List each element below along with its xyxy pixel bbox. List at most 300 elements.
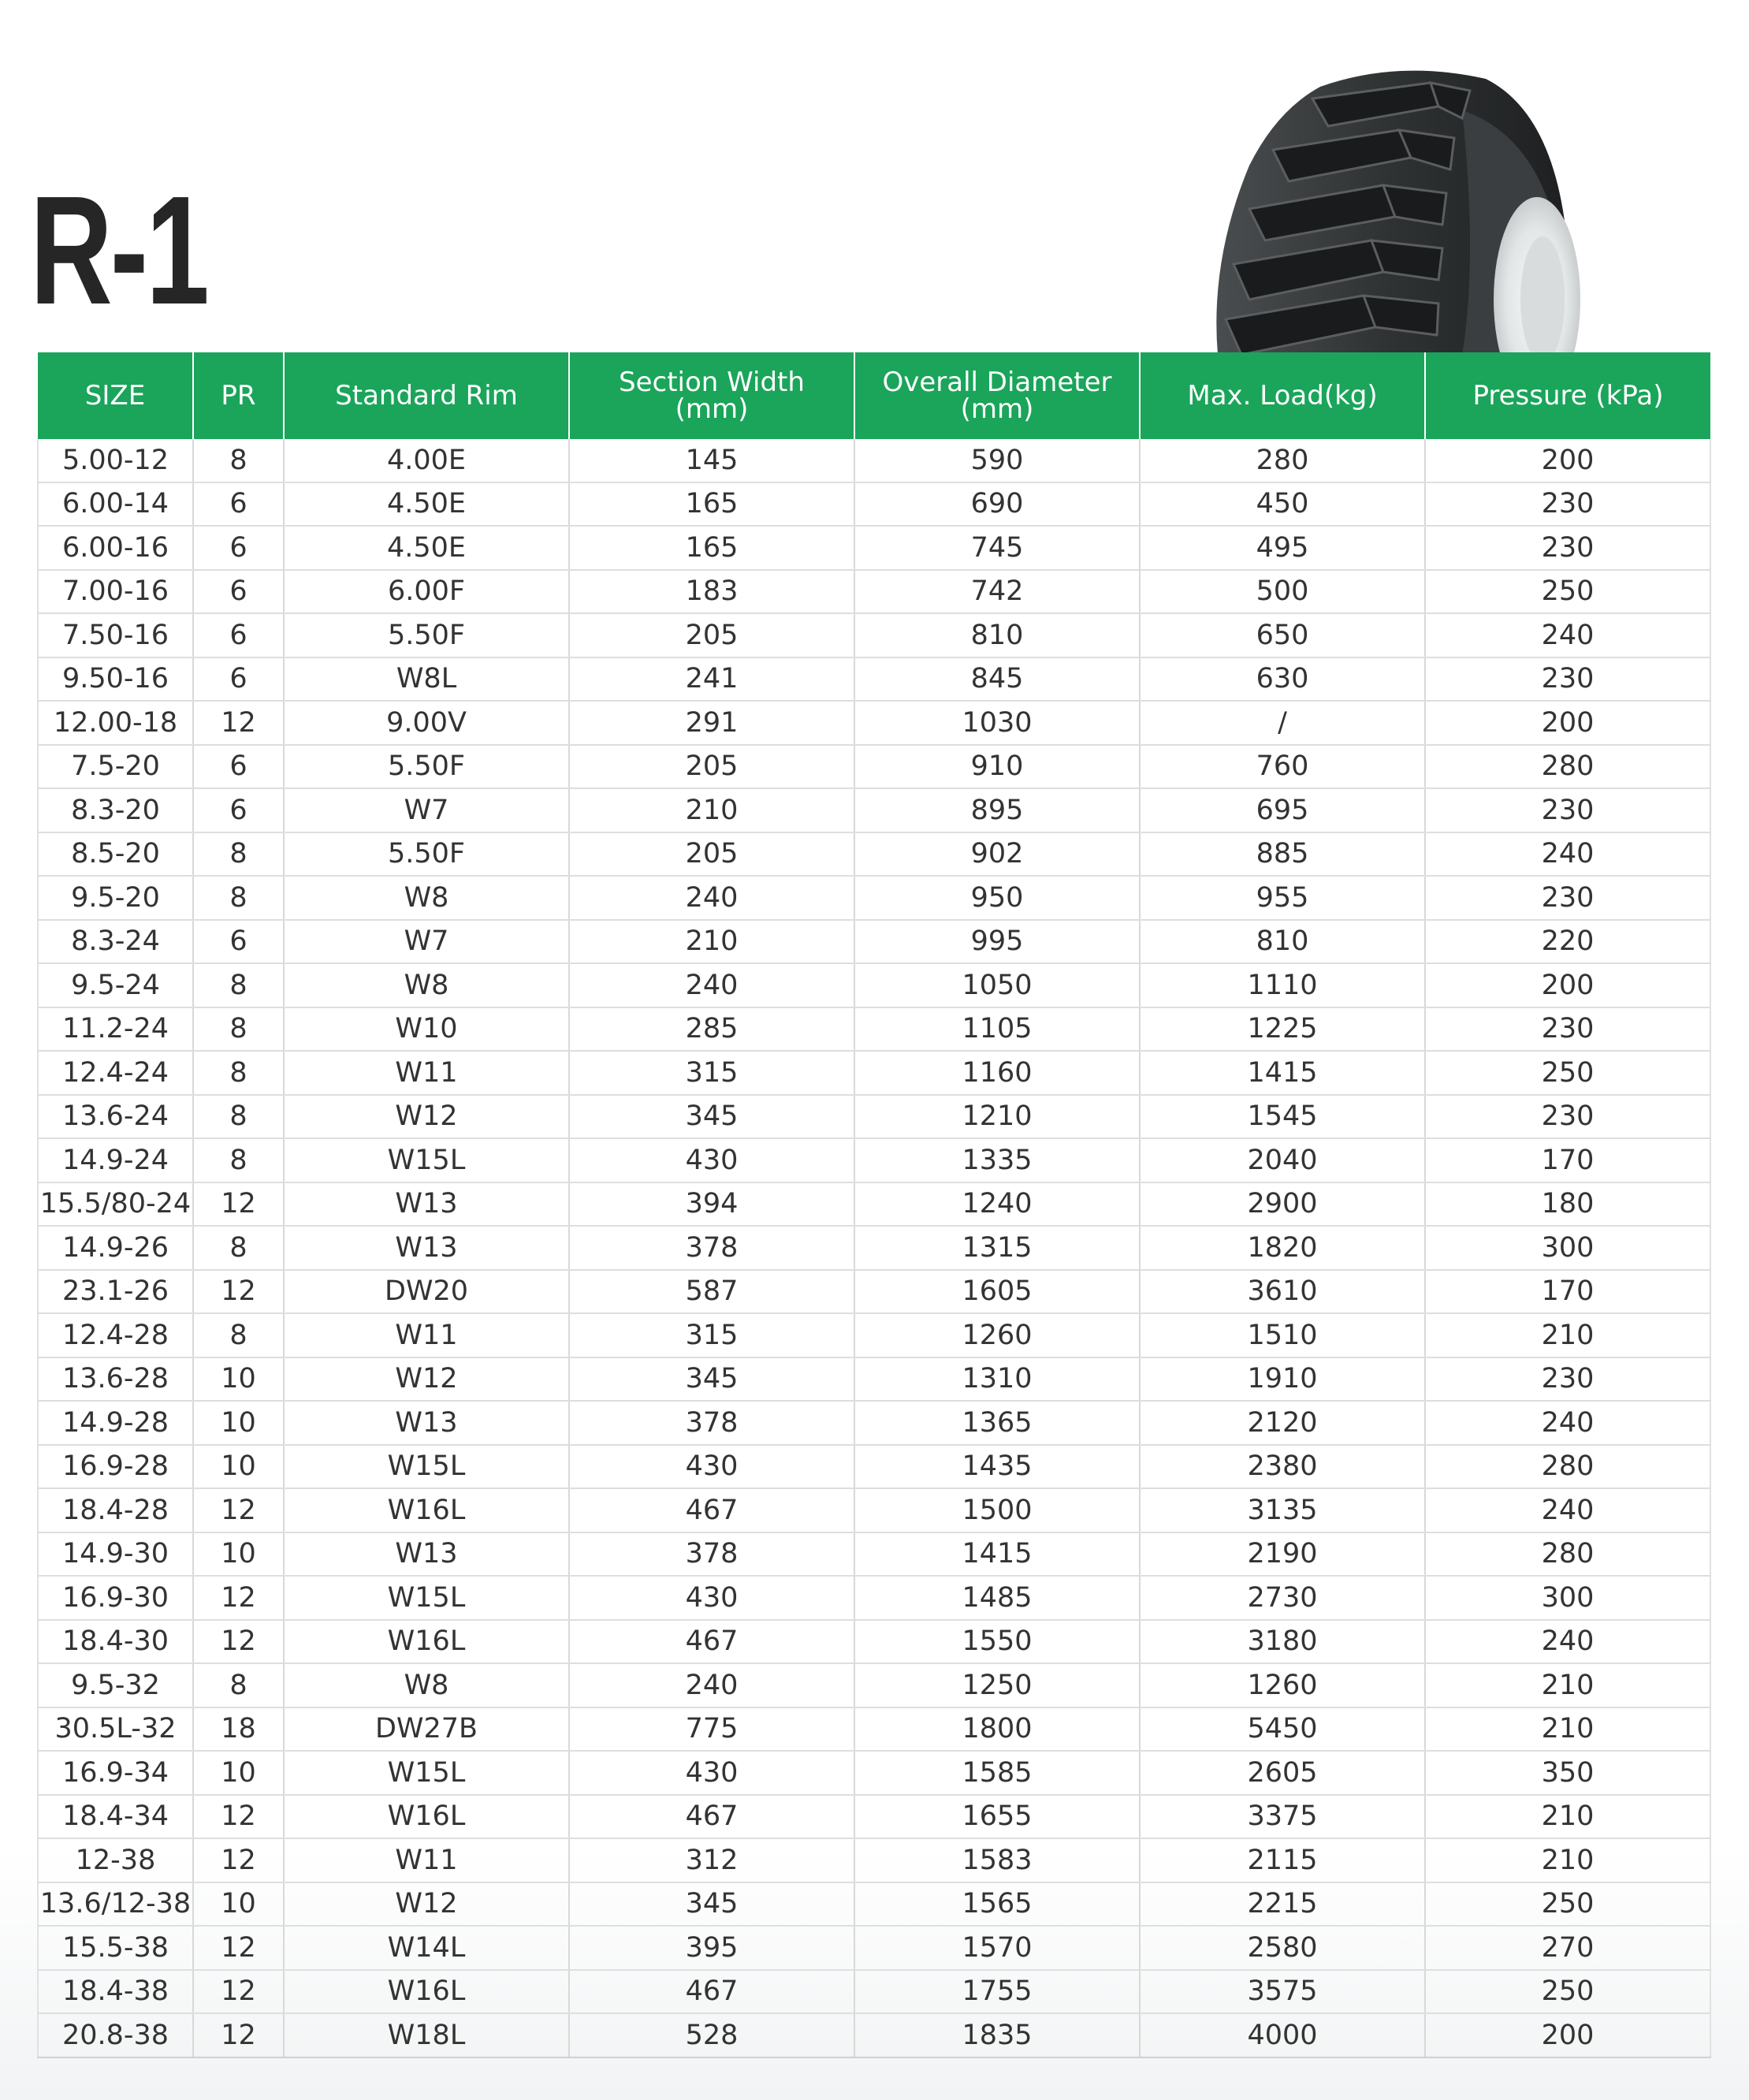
cell-max-load: 695: [1140, 788, 1425, 832]
cell-max-load: 2900: [1140, 1182, 1425, 1227]
cell-size: 18.4-34: [38, 1795, 193, 1839]
cell-pr: 8: [193, 1226, 284, 1270]
cell-pr: 8: [193, 832, 284, 877]
cell-max-load: 1510: [1140, 1313, 1425, 1357]
cell-overall-diameter: 1240: [854, 1182, 1140, 1227]
cell-standard-rim: W8: [284, 876, 569, 920]
cell-size: 13.6/12-38: [38, 1882, 193, 1927]
cell-size: 23.1-26: [38, 1270, 193, 1314]
cell-pressure: 280: [1425, 1445, 1710, 1489]
cell-size: 8.3-20: [38, 788, 193, 832]
cell-pressure: 280: [1425, 1532, 1710, 1577]
cell-size: 12-38: [38, 1838, 193, 1882]
cell-pr: 8: [193, 963, 284, 1007]
cell-max-load: 2190: [1140, 1532, 1425, 1577]
table-row: [38, 1051, 1710, 1095]
cell-overall-diameter: 742: [854, 570, 1140, 614]
cell-standard-rim: W13: [284, 1226, 569, 1270]
cell-max-load: 2115: [1140, 1838, 1425, 1882]
cell-max-load: 1225: [1140, 1007, 1425, 1052]
cell-pr: 12: [193, 1970, 284, 2014]
cell-pressure: 240: [1425, 1620, 1710, 1664]
table-row: [38, 482, 1710, 527]
cell-overall-diameter: 1415: [854, 1532, 1140, 1577]
cell-size: 9.5-32: [38, 1663, 193, 1707]
cell-overall-diameter: 1655: [854, 1795, 1140, 1839]
cell-pressure: 210: [1425, 1838, 1710, 1882]
table-row: [38, 1707, 1710, 1752]
cell-section-width: 775: [569, 1707, 854, 1752]
table-row: [38, 1620, 1710, 1664]
cell-section-width: 205: [569, 613, 854, 657]
cell-size: 7.00-16: [38, 570, 193, 614]
cell-max-load: /: [1140, 701, 1425, 745]
cell-pressure: 200: [1425, 963, 1710, 1007]
cell-max-load: 3610: [1140, 1270, 1425, 1314]
cell-size: 13.6-24: [38, 1095, 193, 1139]
tire-spec-table: [37, 352, 1711, 2058]
table-row: [38, 1882, 1710, 1927]
table-row: [38, 439, 1710, 482]
cell-max-load: 1110: [1140, 963, 1425, 1007]
table-row: [38, 1445, 1710, 1489]
cell-standard-rim: W13: [284, 1401, 569, 1445]
cell-pressure: 200: [1425, 439, 1710, 482]
table-row: [38, 1838, 1710, 1882]
cell-overall-diameter: 1485: [854, 1576, 1140, 1620]
cell-max-load: 500: [1140, 570, 1425, 614]
table-row: [38, 832, 1710, 877]
cell-section-width: 467: [569, 1488, 854, 1532]
cell-standard-rim: W16L: [284, 1488, 569, 1532]
cell-overall-diameter: 1570: [854, 1926, 1140, 1970]
cell-standard-rim: W11: [284, 1838, 569, 1882]
table-row: [38, 701, 1710, 745]
cell-max-load: 2730: [1140, 1576, 1425, 1620]
cell-size: 15.5/80-24: [38, 1182, 193, 1227]
cell-size: 5.00-12: [38, 439, 193, 482]
header-overall-diameter: Overall Diameter (mm): [854, 352, 1140, 439]
cell-overall-diameter: 1050: [854, 963, 1140, 1007]
cell-section-width: 291: [569, 701, 854, 745]
cell-overall-diameter: 1435: [854, 1445, 1140, 1489]
cell-pressure: 220: [1425, 920, 1710, 964]
cell-overall-diameter: 845: [854, 657, 1140, 702]
cell-standard-rim: W8: [284, 1663, 569, 1707]
cell-section-width: 395: [569, 1926, 854, 1970]
cell-pressure: 200: [1425, 2013, 1710, 2057]
cell-pressure: 230: [1425, 1007, 1710, 1052]
header-section-width: Section Width (mm): [569, 352, 854, 439]
cell-pressure: 240: [1425, 1401, 1710, 1445]
cell-size: 16.9-34: [38, 1751, 193, 1795]
cell-overall-diameter: 1755: [854, 1970, 1140, 2014]
cell-section-width: 467: [569, 1970, 854, 2014]
table-row: [38, 570, 1710, 614]
cell-size: 7.5-20: [38, 745, 193, 789]
cell-section-width: 587: [569, 1270, 854, 1314]
cell-pr: 8: [193, 876, 284, 920]
cell-section-width: 165: [569, 526, 854, 570]
cell-size: 14.9-26: [38, 1226, 193, 1270]
cell-standard-rim: W13: [284, 1182, 569, 1227]
table-row: [38, 1313, 1710, 1357]
cell-overall-diameter: 1500: [854, 1488, 1140, 1532]
cell-overall-diameter: 910: [854, 745, 1140, 789]
table-row: [38, 1226, 1710, 1270]
cell-size: 18.4-38: [38, 1970, 193, 2014]
cell-section-width: 528: [569, 2013, 854, 2057]
cell-overall-diameter: 590: [854, 439, 1140, 482]
cell-size: 20.8-38: [38, 2013, 193, 2057]
cell-pr: 10: [193, 1532, 284, 1577]
cell-pr: 6: [193, 657, 284, 702]
header-max-load: Max. Load(kg): [1140, 352, 1425, 439]
cell-size: 15.5-38: [38, 1926, 193, 1970]
cell-pressure: 180: [1425, 1182, 1710, 1227]
cell-size: 13.6-28: [38, 1357, 193, 1402]
cell-size: 8.5-20: [38, 832, 193, 877]
cell-size: 14.9-28: [38, 1401, 193, 1445]
cell-overall-diameter: 950: [854, 876, 1140, 920]
cell-standard-rim: W15L: [284, 1445, 569, 1489]
cell-max-load: 2215: [1140, 1882, 1425, 1927]
cell-section-width: 378: [569, 1401, 854, 1445]
cell-pr: 6: [193, 613, 284, 657]
cell-pr: 8: [193, 1138, 284, 1182]
cell-overall-diameter: 690: [854, 482, 1140, 527]
table-row: [38, 1576, 1710, 1620]
cell-pressure: 350: [1425, 1751, 1710, 1795]
cell-section-width: 285: [569, 1007, 854, 1052]
cell-standard-rim: W15L: [284, 1576, 569, 1620]
cell-pressure: 210: [1425, 1313, 1710, 1357]
cell-standard-rim: 4.00E: [284, 439, 569, 482]
cell-standard-rim: W12: [284, 1095, 569, 1139]
cell-max-load: 5450: [1140, 1707, 1425, 1752]
cell-pr: 6: [193, 570, 284, 614]
cell-max-load: 885: [1140, 832, 1425, 877]
cell-max-load: 760: [1140, 745, 1425, 789]
cell-pressure: 280: [1425, 745, 1710, 789]
cell-size: 14.9-30: [38, 1532, 193, 1577]
cell-size: 18.4-30: [38, 1620, 193, 1664]
cell-overall-diameter: 902: [854, 832, 1140, 877]
cell-max-load: 1415: [1140, 1051, 1425, 1095]
cell-standard-rim: W12: [284, 1357, 569, 1402]
cell-section-width: 430: [569, 1138, 854, 1182]
cell-section-width: 467: [569, 1795, 854, 1839]
cell-standard-rim: W11: [284, 1313, 569, 1357]
cell-standard-rim: W7: [284, 920, 569, 964]
table-row: [38, 1401, 1710, 1445]
cell-pr: 12: [193, 1926, 284, 1970]
cell-max-load: 630: [1140, 657, 1425, 702]
cell-overall-diameter: 810: [854, 613, 1140, 657]
cell-max-load: 810: [1140, 920, 1425, 964]
cell-max-load: 650: [1140, 613, 1425, 657]
cell-size: 30.5L-32: [38, 1707, 193, 1752]
cell-overall-diameter: 1835: [854, 2013, 1140, 2057]
cell-standard-rim: W16L: [284, 1795, 569, 1839]
table-row: [38, 526, 1710, 570]
cell-pr: 6: [193, 526, 284, 570]
cell-max-load: 1545: [1140, 1095, 1425, 1139]
cell-pressure: 200: [1425, 701, 1710, 745]
cell-pressure: 250: [1425, 1970, 1710, 2014]
cell-pr: 10: [193, 1357, 284, 1402]
table-row: [38, 1970, 1710, 2014]
cell-size: 14.9-24: [38, 1138, 193, 1182]
cell-section-width: 378: [569, 1532, 854, 1577]
table-row: [38, 1926, 1710, 1970]
cell-standard-rim: 9.00V: [284, 701, 569, 745]
cell-section-width: 315: [569, 1313, 854, 1357]
cell-overall-diameter: 995: [854, 920, 1140, 964]
cell-overall-diameter: 1310: [854, 1357, 1140, 1402]
cell-pr: 12: [193, 1795, 284, 1839]
cell-pr: 12: [193, 1182, 284, 1227]
cell-pr: 6: [193, 920, 284, 964]
cell-section-width: 240: [569, 876, 854, 920]
cell-max-load: 1820: [1140, 1226, 1425, 1270]
cell-size: 12.4-28: [38, 1313, 193, 1357]
cell-size: 16.9-28: [38, 1445, 193, 1489]
cell-max-load: 1910: [1140, 1357, 1425, 1402]
cell-standard-rim: W7: [284, 788, 569, 832]
table-row: [38, 1795, 1710, 1839]
cell-pressure: 210: [1425, 1795, 1710, 1839]
table-row: [38, 1095, 1710, 1139]
cell-size: 6.00-14: [38, 482, 193, 527]
cell-pr: 12: [193, 1488, 284, 1532]
cell-pr: 8: [193, 1007, 284, 1052]
cell-standard-rim: W8: [284, 963, 569, 1007]
cell-max-load: 450: [1140, 482, 1425, 527]
cell-max-load: 4000: [1140, 2013, 1425, 2057]
table-row: [38, 745, 1710, 789]
table-row: [38, 1488, 1710, 1532]
cell-pr: 8: [193, 1313, 284, 1357]
table-header-row: [38, 352, 1710, 439]
cell-section-width: 345: [569, 1095, 854, 1139]
cell-standard-rim: W16L: [284, 1620, 569, 1664]
cell-overall-diameter: 895: [854, 788, 1140, 832]
cell-section-width: 345: [569, 1357, 854, 1402]
cell-section-width: 430: [569, 1576, 854, 1620]
cell-section-width: 205: [569, 832, 854, 877]
cell-overall-diameter: 1260: [854, 1313, 1140, 1357]
cell-section-width: 312: [569, 1838, 854, 1882]
cell-pressure: 230: [1425, 657, 1710, 702]
cell-section-width: 210: [569, 788, 854, 832]
cell-section-width: 378: [569, 1226, 854, 1270]
cell-max-load: 3375: [1140, 1795, 1425, 1839]
cell-pr: 8: [193, 439, 284, 482]
cell-pressure: 240: [1425, 613, 1710, 657]
cell-pr: 10: [193, 1882, 284, 1927]
cell-overall-diameter: 1800: [854, 1707, 1140, 1752]
cell-standard-rim: 5.50F: [284, 832, 569, 877]
cell-overall-diameter: 1160: [854, 1051, 1140, 1095]
cell-pressure: 230: [1425, 876, 1710, 920]
table-row: [38, 657, 1710, 702]
cell-standard-rim: DW27B: [284, 1707, 569, 1752]
cell-pressure: 170: [1425, 1270, 1710, 1314]
cell-standard-rim: W12: [284, 1882, 569, 1927]
cell-pressure: 240: [1425, 1488, 1710, 1532]
cell-max-load: 495: [1140, 526, 1425, 570]
cell-pressure: 270: [1425, 1926, 1710, 1970]
cell-section-width: 394: [569, 1182, 854, 1227]
cell-max-load: 3180: [1140, 1620, 1425, 1664]
cell-section-width: 430: [569, 1751, 854, 1795]
table-row: [38, 1007, 1710, 1052]
cell-overall-diameter: 1365: [854, 1401, 1140, 1445]
cell-max-load: 955: [1140, 876, 1425, 920]
cell-standard-rim: W18L: [284, 2013, 569, 2057]
cell-overall-diameter: 1565: [854, 1882, 1140, 1927]
cell-standard-rim: W14L: [284, 1926, 569, 1970]
cell-standard-rim: W8L: [284, 657, 569, 702]
cell-max-load: 3135: [1140, 1488, 1425, 1532]
cell-section-width: 183: [569, 570, 854, 614]
cell-standard-rim: 4.50E: [284, 482, 569, 527]
cell-pressure: 230: [1425, 1357, 1710, 1402]
cell-overall-diameter: 1585: [854, 1751, 1140, 1795]
cell-pressure: 230: [1425, 1095, 1710, 1139]
cell-standard-rim: W10: [284, 1007, 569, 1052]
cell-pr: 12: [193, 701, 284, 745]
cell-pr: 12: [193, 1576, 284, 1620]
cell-pr: 12: [193, 2013, 284, 2057]
cell-overall-diameter: 1315: [854, 1226, 1140, 1270]
cell-overall-diameter: 1550: [854, 1620, 1140, 1664]
table-row: [38, 613, 1710, 657]
cell-pressure: 250: [1425, 1882, 1710, 1927]
cell-pressure: 170: [1425, 1138, 1710, 1182]
cell-pressure: 300: [1425, 1226, 1710, 1270]
cell-max-load: 1260: [1140, 1663, 1425, 1707]
table-row: [38, 876, 1710, 920]
table-row: [38, 1138, 1710, 1182]
cell-max-load: 2580: [1140, 1926, 1425, 1970]
cell-overall-diameter: 1335: [854, 1138, 1140, 1182]
table-row: [38, 1357, 1710, 1402]
cell-pressure: 230: [1425, 788, 1710, 832]
header-pr: PR: [193, 352, 284, 439]
cell-max-load: 2040: [1140, 1138, 1425, 1182]
cell-section-width: 315: [569, 1051, 854, 1095]
cell-section-width: 145: [569, 439, 854, 482]
cell-overall-diameter: 1605: [854, 1270, 1140, 1314]
cell-pr: 12: [193, 1620, 284, 1664]
cell-section-width: 205: [569, 745, 854, 789]
cell-standard-rim: 6.00F: [284, 570, 569, 614]
cell-standard-rim: W15L: [284, 1138, 569, 1182]
cell-section-width: 345: [569, 1882, 854, 1927]
cell-pr: 10: [193, 1751, 284, 1795]
cell-section-width: 165: [569, 482, 854, 527]
tractor-tire-icon: [1202, 63, 1580, 355]
cell-size: 8.3-24: [38, 920, 193, 964]
cell-size: 9.5-20: [38, 876, 193, 920]
cell-pr: 6: [193, 482, 284, 527]
cell-max-load: 3575: [1140, 1970, 1425, 2014]
cell-size: 9.5-24: [38, 963, 193, 1007]
header-pressure: Pressure (kPa): [1425, 352, 1710, 439]
cell-overall-diameter: 1105: [854, 1007, 1140, 1052]
cell-pr: 12: [193, 1270, 284, 1314]
product-title: R-1: [30, 164, 207, 337]
table-row: [38, 2013, 1710, 2057]
table-row: [38, 1751, 1710, 1795]
cell-standard-rim: W15L: [284, 1751, 569, 1795]
cell-overall-diameter: 1030: [854, 701, 1140, 745]
cell-pr: 8: [193, 1051, 284, 1095]
cell-pressure: 210: [1425, 1663, 1710, 1707]
cell-pr: 6: [193, 745, 284, 789]
cell-max-load: 2120: [1140, 1401, 1425, 1445]
cell-section-width: 240: [569, 1663, 854, 1707]
cell-standard-rim: DW20: [284, 1270, 569, 1314]
cell-pressure: 300: [1425, 1576, 1710, 1620]
header-standard-rim: Standard Rim: [284, 352, 569, 439]
cell-size: 16.9-30: [38, 1576, 193, 1620]
tire-spec-table-wrap: [37, 352, 1710, 2058]
cell-section-width: 210: [569, 920, 854, 964]
cell-max-load: 280: [1140, 439, 1425, 482]
cell-standard-rim: 5.50F: [284, 613, 569, 657]
cell-pr: 12: [193, 1838, 284, 1882]
cell-overall-diameter: 1250: [854, 1663, 1140, 1707]
cell-pr: 6: [193, 788, 284, 832]
cell-pr: 10: [193, 1401, 284, 1445]
cell-size: 18.4-28: [38, 1488, 193, 1532]
cell-size: 12.00-18: [38, 701, 193, 745]
cell-size: 6.00-16: [38, 526, 193, 570]
cell-max-load: 2605: [1140, 1751, 1425, 1795]
table-row: [38, 963, 1710, 1007]
table-row: [38, 1270, 1710, 1314]
cell-pr: 8: [193, 1663, 284, 1707]
cell-section-width: 430: [569, 1445, 854, 1489]
cell-overall-diameter: 1210: [854, 1095, 1140, 1139]
cell-size: 12.4-24: [38, 1051, 193, 1095]
cell-size: 11.2-24: [38, 1007, 193, 1052]
cell-pressure: 240: [1425, 832, 1710, 877]
cell-pressure: 250: [1425, 1051, 1710, 1095]
cell-section-width: 467: [569, 1620, 854, 1664]
table-row: [38, 920, 1710, 964]
table-row: [38, 1532, 1710, 1577]
table-row: [38, 788, 1710, 832]
cell-standard-rim: 5.50F: [284, 745, 569, 789]
cell-standard-rim: W16L: [284, 1970, 569, 2014]
cell-pr: 18: [193, 1707, 284, 1752]
cell-pr: 8: [193, 1095, 284, 1139]
cell-overall-diameter: 1583: [854, 1838, 1140, 1882]
cell-pressure: 250: [1425, 570, 1710, 614]
cell-size: 7.50-16: [38, 613, 193, 657]
cell-section-width: 240: [569, 963, 854, 1007]
cell-section-width: 241: [569, 657, 854, 702]
cell-max-load: 2380: [1140, 1445, 1425, 1489]
cell-standard-rim: W11: [284, 1051, 569, 1095]
cell-pressure: 230: [1425, 482, 1710, 527]
cell-size: 9.50-16: [38, 657, 193, 702]
table-row: [38, 1182, 1710, 1227]
